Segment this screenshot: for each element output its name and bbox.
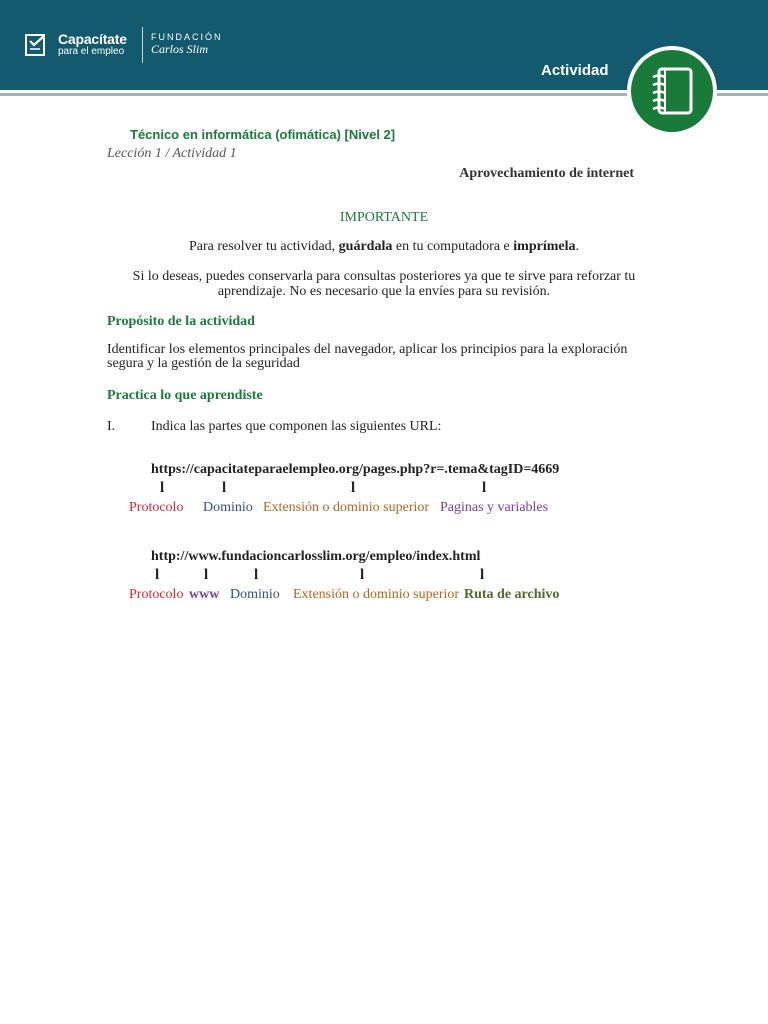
notebook-icon: [649, 66, 695, 116]
url-1-part-pages: Paginas y variables: [440, 500, 549, 515]
url-1-marker: l: [222, 480, 227, 496]
course-title: Técnico en informática (ofimática) [Nivel 2]: [130, 127, 396, 142]
item-number: I.: [107, 419, 116, 434]
url-1-part-tld: Extensión o dominio superior: [263, 500, 430, 515]
logo-divider: [142, 27, 143, 63]
lesson-label: Lección 1 / Actividad 1: [107, 146, 237, 161]
instruction-line-1: Para resolver tu actividad, guárdala en tu computadora e imprímela.: [189, 239, 579, 254]
purpose-text: Identificar los elementos principales del navegador, aplicar los principios para la exploración segura y la gestión de la seguridad: [107, 342, 628, 371]
url-1-part-domain: Dominio: [203, 500, 253, 515]
activity-label: Actividad: [541, 62, 609, 79]
url-2-marker: l: [204, 567, 209, 583]
url-2-part-protocol: Protocolo: [129, 587, 184, 602]
url-2-marker: l: [254, 567, 259, 583]
activity-badge: [627, 46, 717, 136]
url-1-part-protocol: Protocolo: [129, 500, 184, 515]
practice-heading: Practica lo que aprendiste: [107, 388, 263, 403]
purpose-heading: Propósito de la actividad: [107, 314, 255, 329]
url-2-part-tld: Extensión o dominio superior: [293, 587, 460, 602]
url-1: https://capacitateparaelempleo.org/pages.php?r=.tema&tagID=4669: [151, 462, 560, 477]
activity-name: Aprovechamiento de internet: [459, 166, 634, 181]
url-1-marker: l: [351, 480, 356, 496]
url-2: http://www.fundacioncarlosslim.org/empleo/index.html: [151, 549, 481, 564]
url-2-part-domain: Dominio: [230, 587, 280, 602]
instruction-line-2: Si lo deseas, puedes conservarla para consultas posteriores ya que te sirve para reforzar tu aprendizaje. No es necesario que la envíes para su revisión.: [132, 269, 636, 299]
logo-subtitle: para el empleo: [58, 46, 125, 57]
item-text: Indica las partes que componen las siguientes URL:: [151, 419, 442, 434]
url-2-part-www: www: [189, 587, 220, 602]
foundation-label: FUNDACIÓN: [151, 32, 223, 42]
url-1-marker: l: [160, 480, 165, 496]
important-heading: IMPORTANTE: [339, 210, 429, 225]
foundation-name: Carlos Slim: [151, 42, 209, 56]
url-2-marker: l: [155, 567, 160, 583]
capacitate-logo-icon: [24, 32, 50, 58]
url-2-marker: l: [360, 567, 365, 583]
logo-title: Capacítate: [58, 31, 127, 47]
url-2-part-path: Ruta de archivo: [464, 587, 560, 602]
url-1-marker: l: [482, 480, 487, 496]
url-2-marker: l: [480, 567, 485, 583]
